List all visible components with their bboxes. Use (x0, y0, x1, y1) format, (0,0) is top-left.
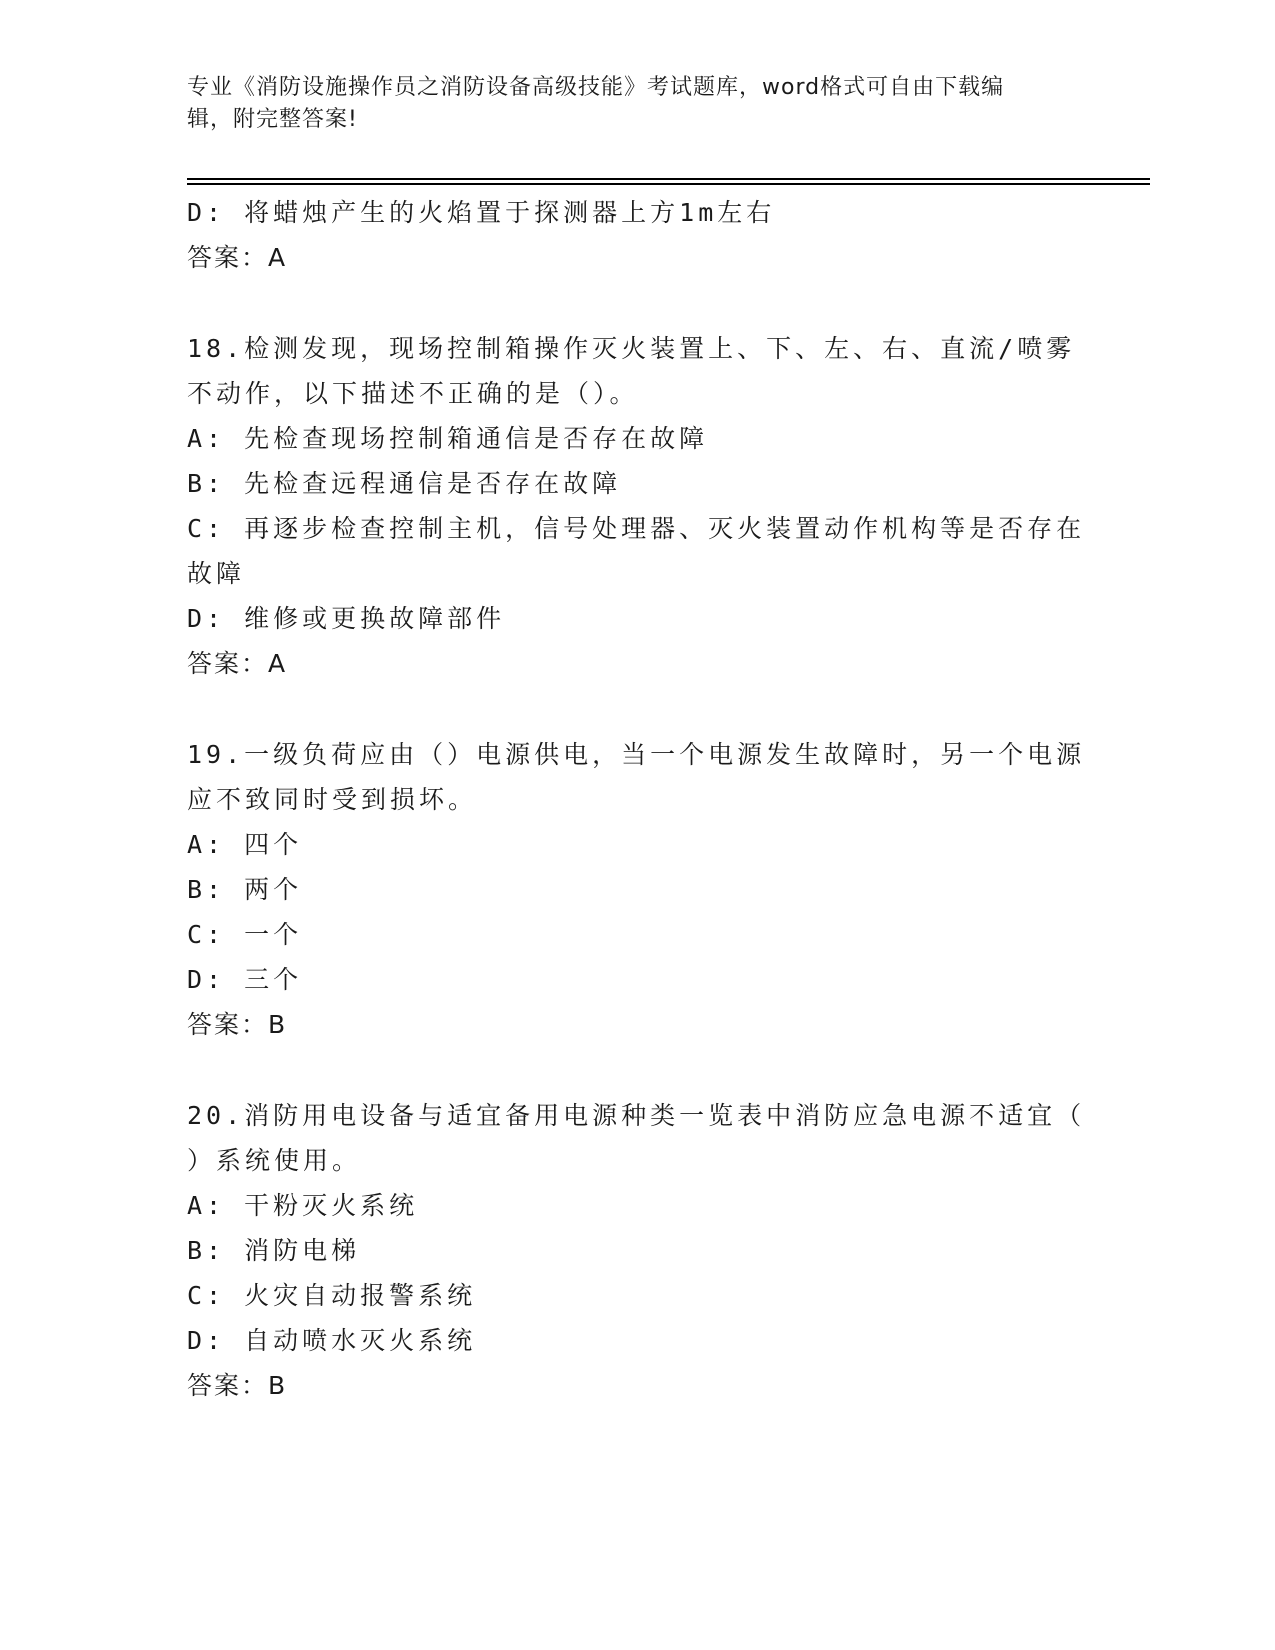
question-20 (187, 1093, 1086, 1408)
prev-option-d: D: 将蜡烛产生的火焰置于探测器上方1m左右 (187, 198, 776, 227)
answer: 答案：B (187, 1010, 288, 1039)
question-stem-cont: 应不致同时受到损坏。 (187, 785, 478, 814)
header-rule-bottom (187, 183, 1150, 185)
option-d: D: 维修或更换故障部件 (187, 604, 506, 633)
answer: 答案：A (187, 649, 288, 678)
question-19 (187, 732, 1086, 1047)
prev-answer: 答案：A (187, 243, 288, 272)
header-line-1: 专业《消防设施操作员之消防设备高级技能》考试题库，word格式可自由下载编 (187, 75, 1005, 100)
header-rule-top (187, 178, 1150, 180)
page-header (187, 72, 1067, 136)
option-c: C: 一个 (187, 920, 303, 949)
answer: 答案：B (187, 1371, 288, 1400)
option-c-cont: 故障 (187, 559, 246, 588)
question-stem-cont: 不动作，以下描述不正确的是（）。 (187, 379, 639, 408)
option-a: A: 四个 (187, 830, 303, 859)
option-b: B: 先检查远程通信是否存在故障 (187, 469, 622, 498)
option-c: C: 火灾自动报警系统 (187, 1281, 477, 1310)
question-stem-cont: ）系统使用。 (187, 1146, 362, 1175)
document-body (187, 190, 1086, 1408)
question-stem: 18.检测发现，现场控制箱操作灭火装置上、下、左、右、直流/喷雾 (187, 334, 1076, 363)
option-b: B: 两个 (187, 875, 303, 904)
option-b: B: 消防电梯 (187, 1236, 361, 1265)
option-d: D: 三个 (187, 965, 303, 994)
question-18 (187, 326, 1086, 686)
question-stem: 20.消防用电设备与适宜备用电源种类一览表中消防应急电源不适宜（ (187, 1101, 1086, 1130)
option-c: C: 再逐步检查控制主机，信号处理器、灭火装置动作机构等是否存在 (187, 514, 1086, 543)
option-d: D: 自动喷水灭火系统 (187, 1326, 477, 1355)
question-stem: 19.一级负荷应由（）电源供电，当一个电源发生故障时，另一个电源 (187, 740, 1086, 769)
option-a: A: 干粉灭火系统 (187, 1191, 419, 1220)
option-a: A: 先检查现场控制箱通信是否存在故障 (187, 424, 709, 453)
header-line-2: 辑，附完整答案! (187, 107, 358, 132)
